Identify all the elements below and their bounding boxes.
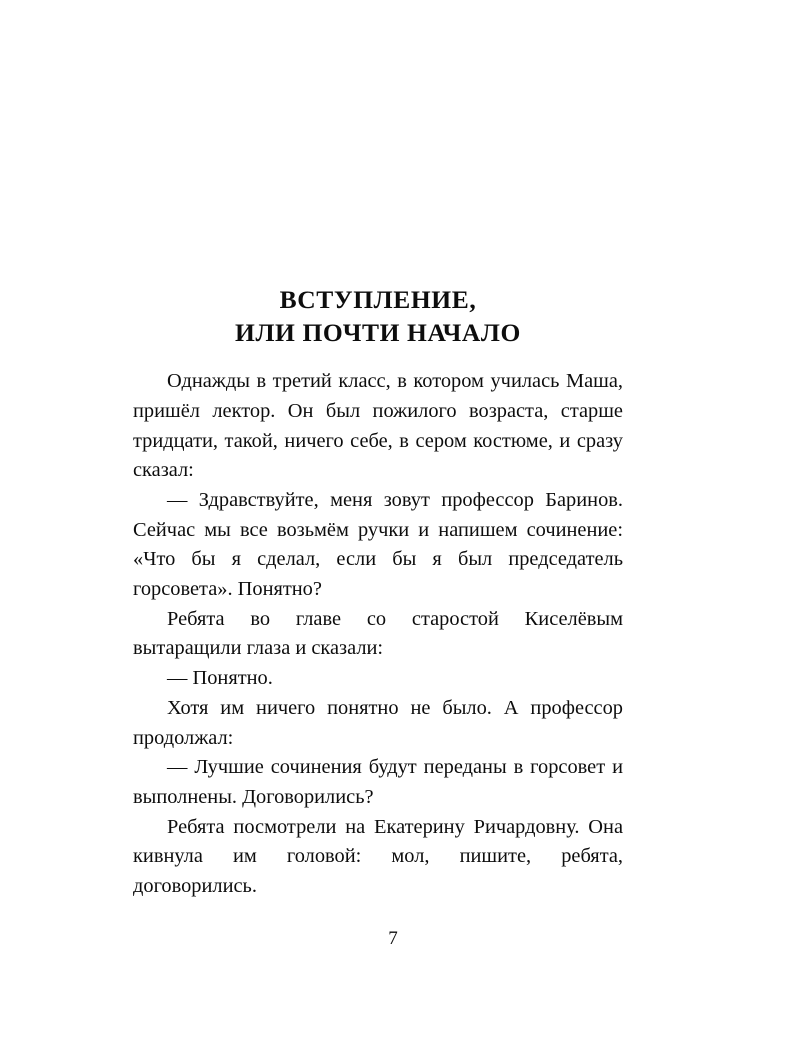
page-number: 7	[388, 928, 398, 949]
body-paragraph: Однажды в третий класс, в котором училась Маша, пришёл лектор. Он был пожилого возраста, старше тридцати, такой, ничего себе, в сером костюме, и сразу сказал:	[133, 370, 623, 482]
body-paragraph: — Понятно.	[167, 667, 273, 690]
body-paragraph: — Здравствуйте, меня зовут профессор Баринов. Сейчас мы все возьмём ручки и напишем сочинение: «Что бы я сделал, если бы я был председатель горсовета». Понятно?	[133, 489, 623, 601]
body-paragraph: Ребята посмотрели на Екатерину Ричардовну. Она кивнула им головой: мол, пишите, ребята, договорились.	[133, 815, 623, 897]
body-paragraph: Хотя им ничего понятно не было. А профессор продолжал:	[133, 696, 623, 749]
text-column	[133, 283, 623, 902]
chapter-title-line-2: ИЛИ ПОЧТИ НАЧАЛО	[235, 318, 521, 348]
body-paragraph: Ребята во главе со старостой Киселёвым вытаращили глаза и сказали:	[133, 607, 623, 660]
body-paragraph: — Лучшие сочинения будут переданы в горсовет и выполнены. Договорились?	[133, 756, 623, 808]
chapter-title-line-1: ВСТУПЛЕНИЕ,	[279, 285, 477, 314]
chapter-title	[133, 283, 623, 349]
